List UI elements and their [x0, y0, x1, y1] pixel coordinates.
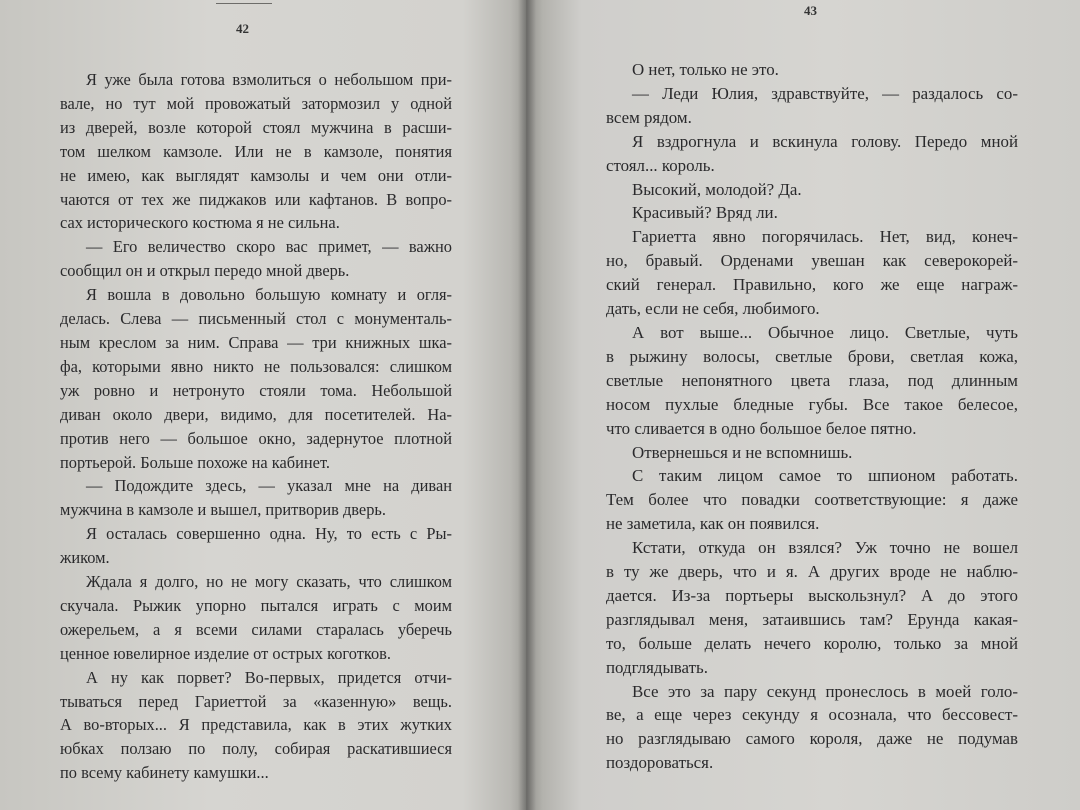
text-line: юбках ползаю по полу, собирая раскатившиеся [60, 739, 452, 759]
left-page [0, 0, 526, 810]
text-line: дается. Из-за портьеры выскользнул? А до этого [606, 585, 1018, 605]
text-line: фа, которыми явно никто не пользовался: слишком [60, 356, 452, 376]
text-line: чаются от тех же пиджаков или кафтанов. В вопро- [60, 189, 452, 209]
text-line: Я осталась совершенно одна. Ну, то есть с Ры- [86, 524, 452, 544]
text-line: не имею, как выглядят камзолы и чем они отли- [60, 165, 452, 185]
text-line: не заметила, как он появился. [606, 514, 820, 534]
text-line: дать, если не себя, любимого. [606, 299, 820, 319]
text-line: — Его величество скоро вас примет, — важно [86, 237, 452, 257]
text-line: Красивый? Вряд ли. [632, 203, 778, 223]
text-line: тываться перед Гариеттой за «казенную» вещь. [60, 691, 452, 711]
text-line: Я уже была готова взмолиться о небольшом при- [86, 70, 452, 89]
text-line: Высокий, молодой? Да. [632, 179, 802, 199]
text-line: — Леди Юлия, здравствуйте, — раздалось со- [632, 83, 1018, 103]
text-line: С таким лицом самое то шпионом работать. [632, 466, 1018, 486]
text-line: по всему кабинету камушки... [60, 763, 269, 783]
text-line: стоял... король. [606, 155, 715, 175]
text-line: Тем более что повадки соответствующие: я даже [606, 490, 1018, 510]
text-line: ным креслом за ним. Справа — три книжных шка- [60, 332, 452, 352]
text-line: жиком. [60, 548, 110, 568]
right-page [526, 0, 1080, 810]
text-line: против него — большое окно, задернутое плотной [60, 428, 452, 448]
text-line: сообщил он и открыл передо мной дверь. [60, 261, 350, 281]
text-line: Я вошла в довольно большую комнату и огля- [86, 285, 452, 305]
text-line: диван около двери, видимо, для посетителей. На- [60, 404, 452, 424]
page-number-left: 42 [236, 21, 249, 36]
text-line: ве, а еще через секунду я осознала, что бессовест- [606, 705, 1018, 725]
text-line: разглядывал меня, затаившись там? Ерунда какая- [606, 609, 1018, 629]
left-page-text [60, 68, 452, 785]
text-line: А ну как порвет? Во-первых, придется отчи- [86, 667, 452, 687]
text-line: поздороваться. [606, 753, 714, 773]
text-line: носом пухлые бледные губы. Все такое белесое, [606, 394, 1018, 414]
text-line: что сливается в одно большое белое пятно. [606, 418, 917, 438]
text-line: скучала. Рыжик упорно пытался играть с моим [60, 595, 452, 615]
text-line: А вот выше... Обычное лицо. Светлые, чуть [632, 322, 1018, 342]
text-line: подглядывать. [606, 657, 708, 677]
text-line: Все это за пару секунд пронеслось в моей голо- [632, 681, 1018, 701]
text-line: но, бравый. Орденами увешан как северокорей- [606, 251, 1018, 271]
text-line: ценное ювелирное изделие от острых коготков. [60, 643, 392, 663]
text-line: вале, но тут мой провожатый затормозил у одной [60, 93, 452, 113]
text-line: мужчина в камзоле и вышел, притворив дверь. [60, 500, 386, 520]
text-line: Ждала я долго, но не могу сказать, что слишком [86, 572, 452, 592]
text-line: Кстати, откуда он взялся? Уж точно не вошел [632, 538, 1018, 558]
text-line: ожерельем, а я всеми силами старалась уберечь [60, 619, 452, 639]
right-page-text [606, 58, 1018, 775]
text-line: в ту же дверь, что и я. А других вроде не наблю- [606, 562, 1018, 582]
text-line: ский генерал. Правильно, кого же еще награж- [606, 275, 1018, 295]
text-line: Отвернешься и не вспомнишь. [632, 442, 853, 462]
text-line: уж ровно и нетронуто стояли тома. Небольшой [60, 380, 452, 400]
text-line: Я вздрогнула и вскинула голову. Передо мной [632, 131, 1018, 151]
text-line: в рыжину волосы, светлые брови, светлая кожа, [606, 346, 1018, 366]
text-line: делась. Слева — письменный стол с монументаль- [60, 309, 452, 329]
text-line: но разглядываю самого короля, даже не подумав [606, 729, 1018, 749]
text-line: то, больше делать нечего королю, только за мной [606, 633, 1018, 653]
text-line: том шелком камзоле. Или не в камзоле, понятия [60, 141, 452, 161]
text-line: Гариетта явно погорячилась. Нет, вид, конеч- [632, 227, 1018, 247]
text-line: из дверей, возле которой стоял мужчина в расши- [60, 117, 452, 137]
text-line: — Подождите здесь, — указал мне на диван [86, 476, 452, 496]
text-line: всем рядом. [606, 107, 692, 127]
header-rule [216, 3, 272, 4]
book-gutter [518, 0, 536, 810]
text-line: светлые непонятного цвета глаза, под длинным [606, 370, 1018, 390]
text-line: А во-вторых... Я представила, как в этих жутких [60, 715, 452, 735]
page-number-right: 43 [804, 3, 817, 18]
text-line: портьерой. Больше похоже на кабинет. [60, 452, 330, 472]
text-line: сах исторического костюма я не сильна. [60, 213, 340, 233]
text-line: О нет, только не это. [632, 60, 779, 79]
